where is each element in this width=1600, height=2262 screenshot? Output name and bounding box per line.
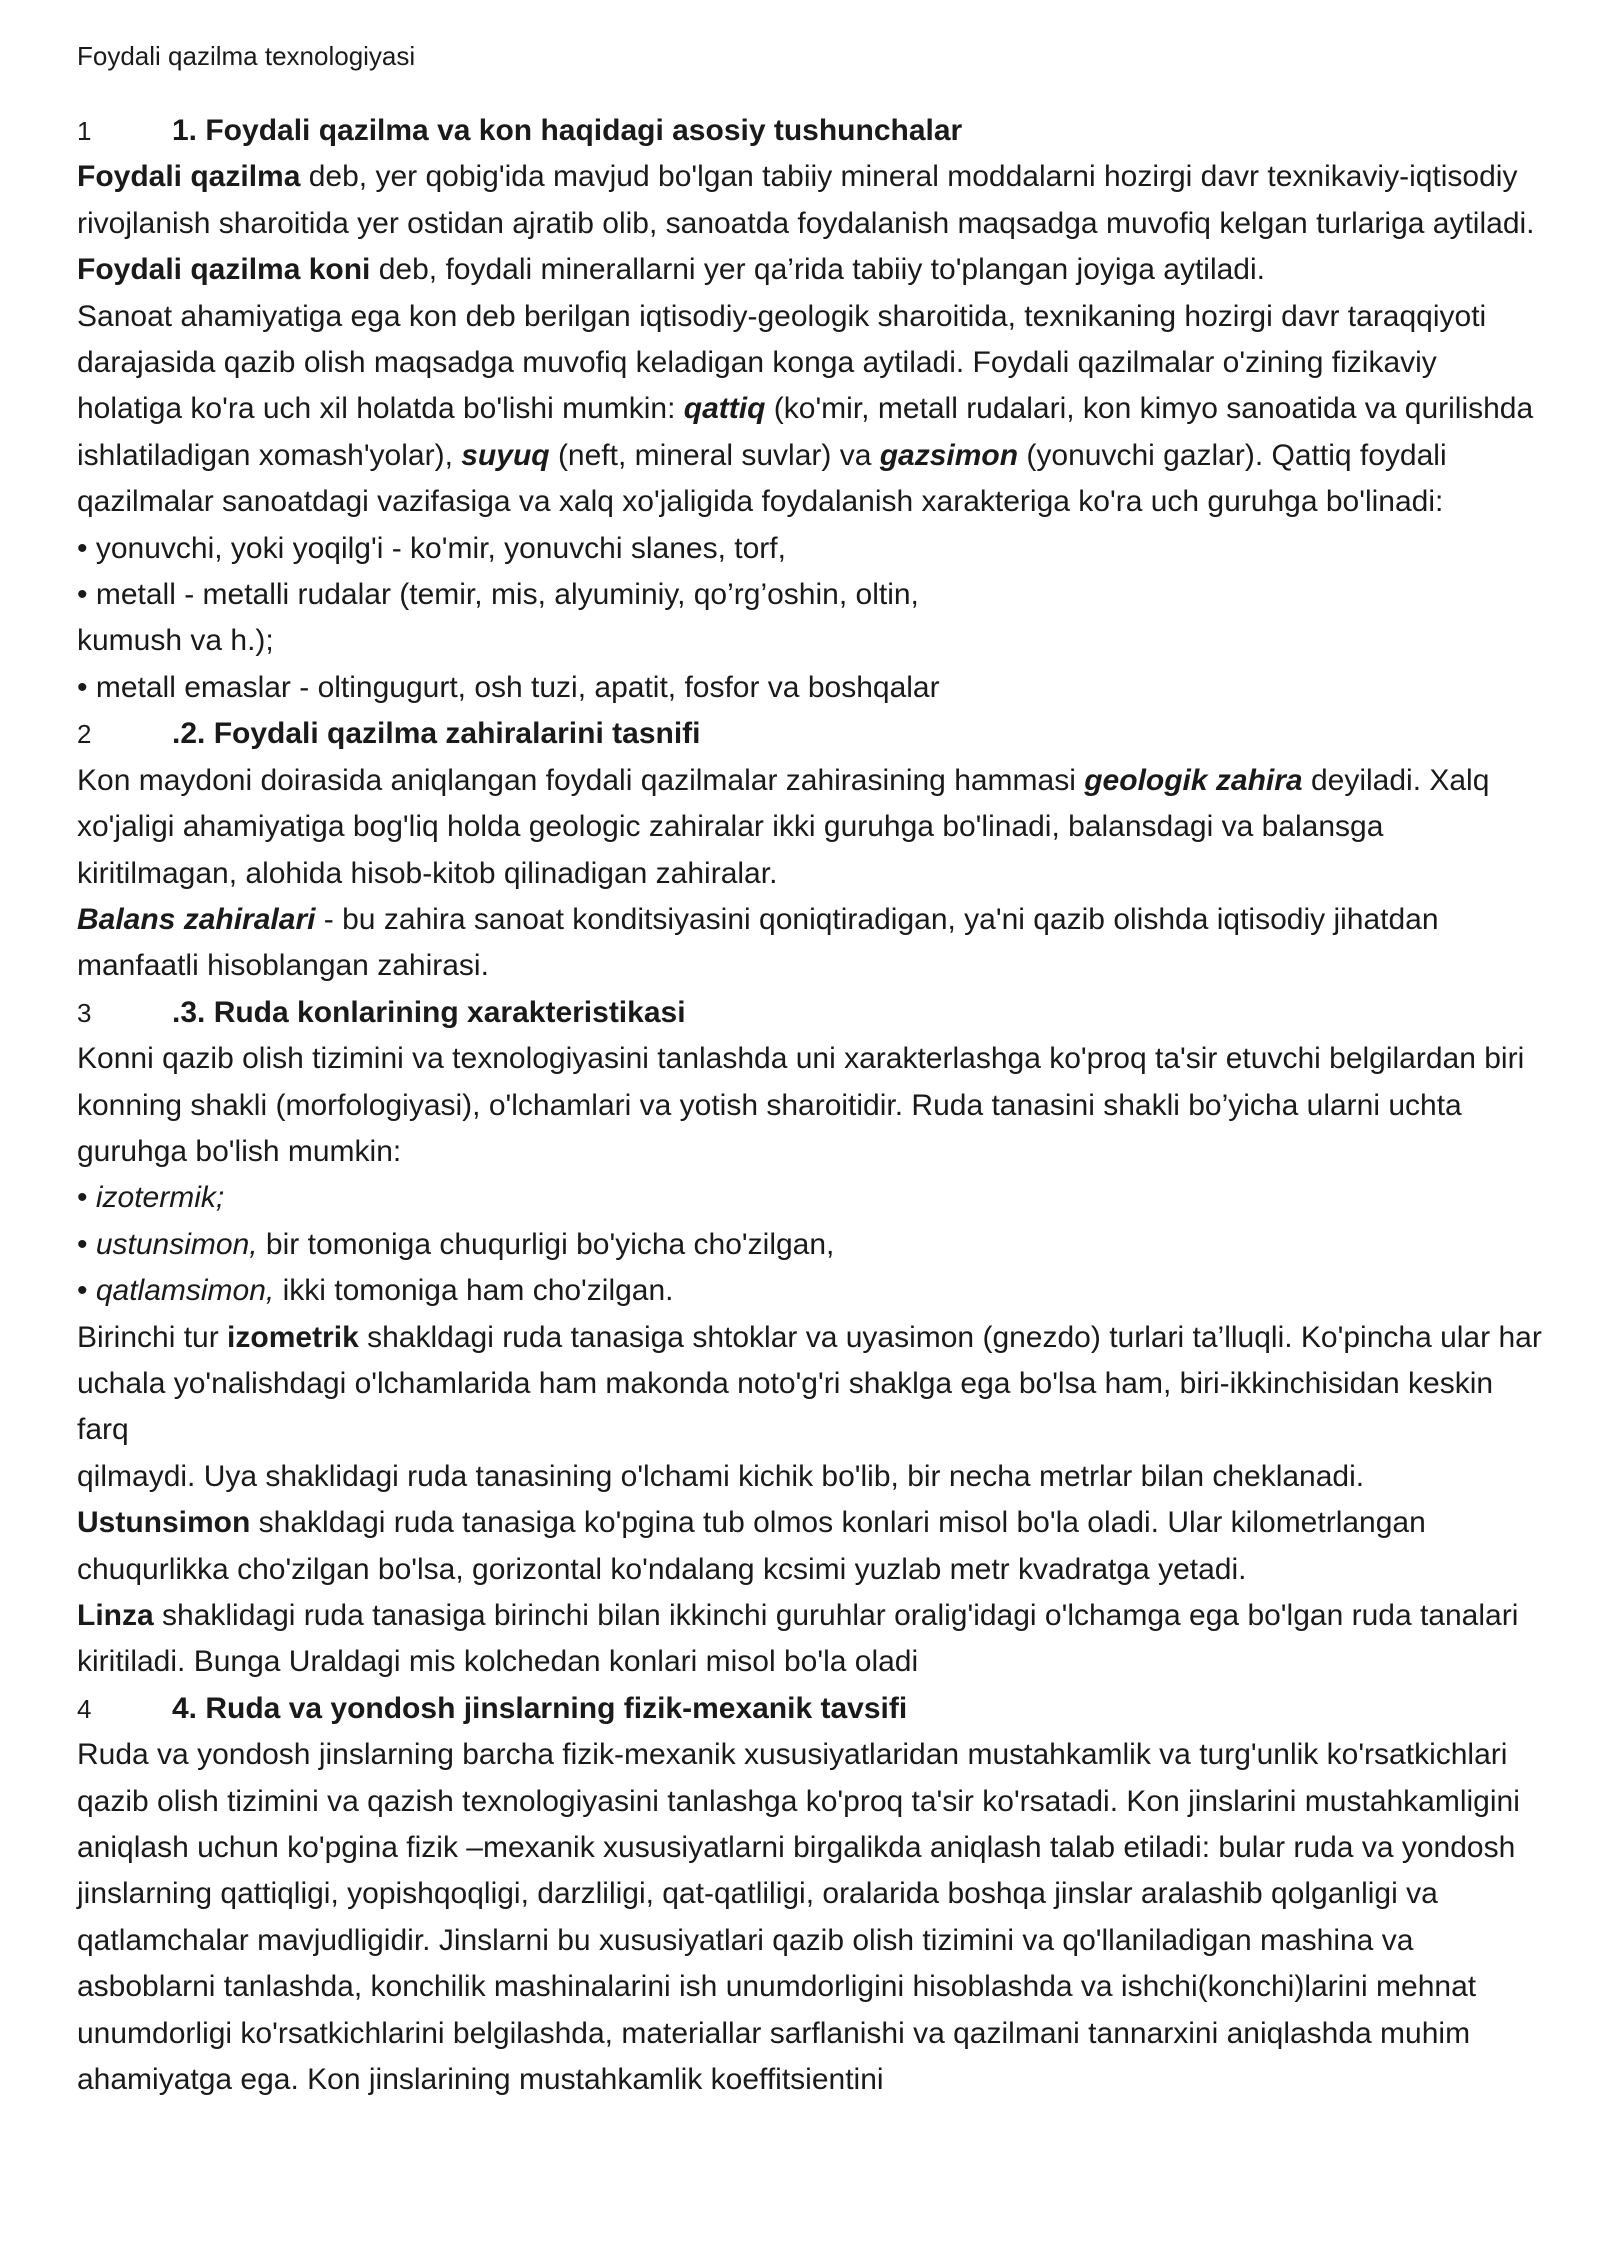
- document-title: Foydali qazilma texnologiyasi: [77, 41, 416, 71]
- section-number: 2: [77, 719, 92, 750]
- paragraph-text: - bu zahira sanoat konditsiyasini qoniqtiradigan, ya'ni qazib olishda iqtisodiy jihatdan manfaatli hisoblangan zahirasi.: [77, 902, 1439, 983]
- list-item: • metall - metalli rudalar (temir, mis, alyuminiy, qo’rg’oshin, oltin,: [77, 572, 1547, 618]
- list-item: [77, 1222, 1547, 1268]
- paragraph: [77, 433, 1547, 526]
- term: Linza: [77, 1599, 154, 1632]
- term: geologik zahira: [1084, 763, 1303, 797]
- paragraph: [77, 758, 1547, 897]
- paragraph-text: shakldagi ruda tanasiga shtoklar va uyasimon (gnezdo) turlari ta’lluqli. Ko'pincha ular har uchala yo'nalishdagi o'lchamlarida ham makonda noto'g'ri shaklga ega bo'lsa ham, biri-ikkinchisidan keskin farq: [77, 1320, 1542, 1447]
- paragraph-text: shaklidagi ruda tanasiga birinchi bilan ikkinchi guruhlar oralig'idagi o'lchamga ega bo'lgan ruda tanalari kiritiladi. Bunga Uraldagi mis kolchedan konlari misol bo'la oladi: [77, 1599, 1519, 1679]
- term: Ustunsimon: [77, 1506, 251, 1540]
- section-title: .3. Ruda konlarining xarakteristikasi: [172, 995, 686, 1029]
- list-item-term: izotermik;: [95, 1181, 225, 1215]
- paragraph: [77, 1315, 1547, 1454]
- document-body: [77, 108, 1547, 2103]
- paragraph: [77, 294, 1547, 433]
- list-item-text: bir tomoniga chuqurligi bo'yicha cho'zilgan,: [257, 1227, 835, 1261]
- paragraph-text: Birinchi tur: [77, 1320, 228, 1354]
- list-item: [77, 1268, 1547, 1314]
- section-heading-4: [77, 1686, 1547, 1732]
- term: Foydali qazilma: [77, 160, 301, 194]
- list-item: • metall emaslar - oltingugurt, osh tuzi, apatit, fosfor va boshqalar: [77, 665, 1547, 711]
- section-number: 3: [77, 997, 92, 1028]
- paragraph: [77, 897, 1547, 990]
- paragraph: [77, 154, 1547, 247]
- paragraph: [77, 247, 1547, 293]
- section-number: 1: [77, 116, 92, 146]
- paragraph-text: Kon maydoni doirasida aniqlangan foydali qazilmalar zahirasining hammasi: [77, 763, 1085, 797]
- list-item-term: qatlamsimon,: [95, 1274, 275, 1308]
- term: Foydali qazilma koni: [77, 253, 371, 287]
- section-title: 4. Ruda va yondosh jinslarning fizik-mexanik tavsifi: [172, 1691, 908, 1725]
- paragraph-text: Sanoat ahamiyatiga ega kon deb berilgan iqtisodiy-geologik sharoitida, texnikaning hozirgi davr taraqqiyoti darajasida qazib olish maqsadga muvofiq keladigan konga aytiladi. Foydali qazilmalar o'zining fizikaviy holatiga ko'ra uch xil holatda bo'lishi mumkin:: [77, 299, 1487, 426]
- paragraph: Konni qazib olish tizimini va texnologiyasini tanlashda uni xarakterlashga ko'proq ta'sir etuvchi belgilardan biri konning shakli (morfologiyasi), o'lchamlari va yotish sharoitidir. Ruda tanasini shakli bo’yicha ularni uchta guruhga bo'lish mumkin:: [77, 1042, 1525, 1168]
- term: izometrik: [227, 1320, 359, 1354]
- paragraph-text: deyiladi. Xalq xo'jaligi ahamiyatiga bog'liq holda geologic zahiralar ikki guruhga bo'linadi, balansdagi va balansga kiritilmagan, alohida hisob-kitob qilinadigan zahiralar.: [77, 763, 1490, 890]
- term: Balans zahiralari: [77, 902, 316, 936]
- list-item-text: ikki tomoniga ham cho'zilgan.: [274, 1274, 674, 1308]
- term: qattiq: [683, 392, 766, 426]
- list-item: • yonuvchi, yoki yoqilg'i - ko'mir, yonuvchi slanes, torf,: [77, 526, 1547, 572]
- paragraph-text: ishlatiladigan xomash'yolar),: [77, 438, 462, 472]
- paragraph: Ruda va yondosh jinslarning barcha fizik-mexanik xususiyatlaridan mustahkamlik va turg'unlik ko'rsatkichlari qazib olish tizimini va qazish texnologiyasini tanlashga ko'proq ta'sir ko'rsatadi. Kon jinslarini mustahkamligini aniqlash uchun ko'pgina fizik –mexanik xususiyatlarni birgalikda aniqlash talab etiladi: bular ruda va yondosh jinslarning qattiqligi, yopishqoqligi, darzliligi, qat-qatliligi, oralarida boshqa jinslar aralashib qolganligi va qatlamchalar mavjudligidir. Jinslarni bu xususiyatlari qazib olish tizimini va qo'llaniladigan mashina va asboblarni tanlashda, konchilik mashinalarini ish unumdorligini hisoblashda va ishchi(konchi)larini mehnat unumdorligi ko'rsatkichlarini belgilashda, materiallar sarflanishi va qazilmani tannarxini aniqlashda muhim ahamiyatga ega. Kon jinslarining mustahkamlik koeffitsientini: [77, 1738, 1520, 2097]
- paragraph: [77, 1593, 1547, 1686]
- paragraph-text: deb, foydali minerallarni yer qa’rida tabiiy to'plangan joyiga aytiladi.: [370, 253, 1265, 287]
- paragraph: qilmaydi. Uya shaklidagi ruda tanasining o'lchami kichik bo'lib, bir necha metrlar bilan cheklanadi.: [77, 1459, 1365, 1493]
- list-item-continuation: kumush va h.);: [77, 624, 274, 658]
- paragraph: [77, 1500, 1547, 1593]
- paragraph-text: deb, yer qobig'ida mavjud bo'lgan tabiiy mineral moddalarni hozirgi davr texnikaviy-iqtisodiy rivojlanish sharoitida yer ostidan ajratib olib, sanoatda foydalanish maqsadga muvofiq kelgan turlariga aytiladi.: [77, 160, 1535, 240]
- section-heading-2: [77, 711, 1547, 757]
- list-item: [77, 1175, 1547, 1221]
- section-heading-1: [77, 108, 1547, 154]
- paragraph-text: (ko'mir, metall rudalari, kon kimyo sanoatida va qurilishda: [765, 392, 1534, 426]
- list-item-term: ustunsimon,: [95, 1227, 258, 1261]
- paragraph-text: (yonuvchi gazlar). Qattiq foydali qazilmalar sanoatdagi vazifasiga va xalq xo'jaligida foydalanish xarakteriga ko'ra uch guruhga bo'linadi:: [77, 438, 1447, 519]
- section-title: .2. Foydali qazilma zahiralarini tasnifi: [172, 717, 701, 751]
- paragraph-text: (neft, mineral suvlar) va: [549, 438, 880, 472]
- section-title: 1. Foydali qazilma va kon haqidagi asosiy tushunchalar: [172, 114, 963, 147]
- term: suyuq: [461, 438, 550, 472]
- paragraph-text: shakldagi ruda tanasiga ko'pgina tub olmos konlari misol bo'la oladi. Ular kilometrlangan chuqurlikka cho'zilgan bo'lsa, gorizontal ko'ndalang kcsimi yuzlab metr kvadratga yetadi.: [77, 1506, 1426, 1586]
- section-heading-3: [77, 990, 1547, 1036]
- section-number: 4: [77, 1693, 92, 1724]
- term: gazsimon: [879, 438, 1019, 472]
